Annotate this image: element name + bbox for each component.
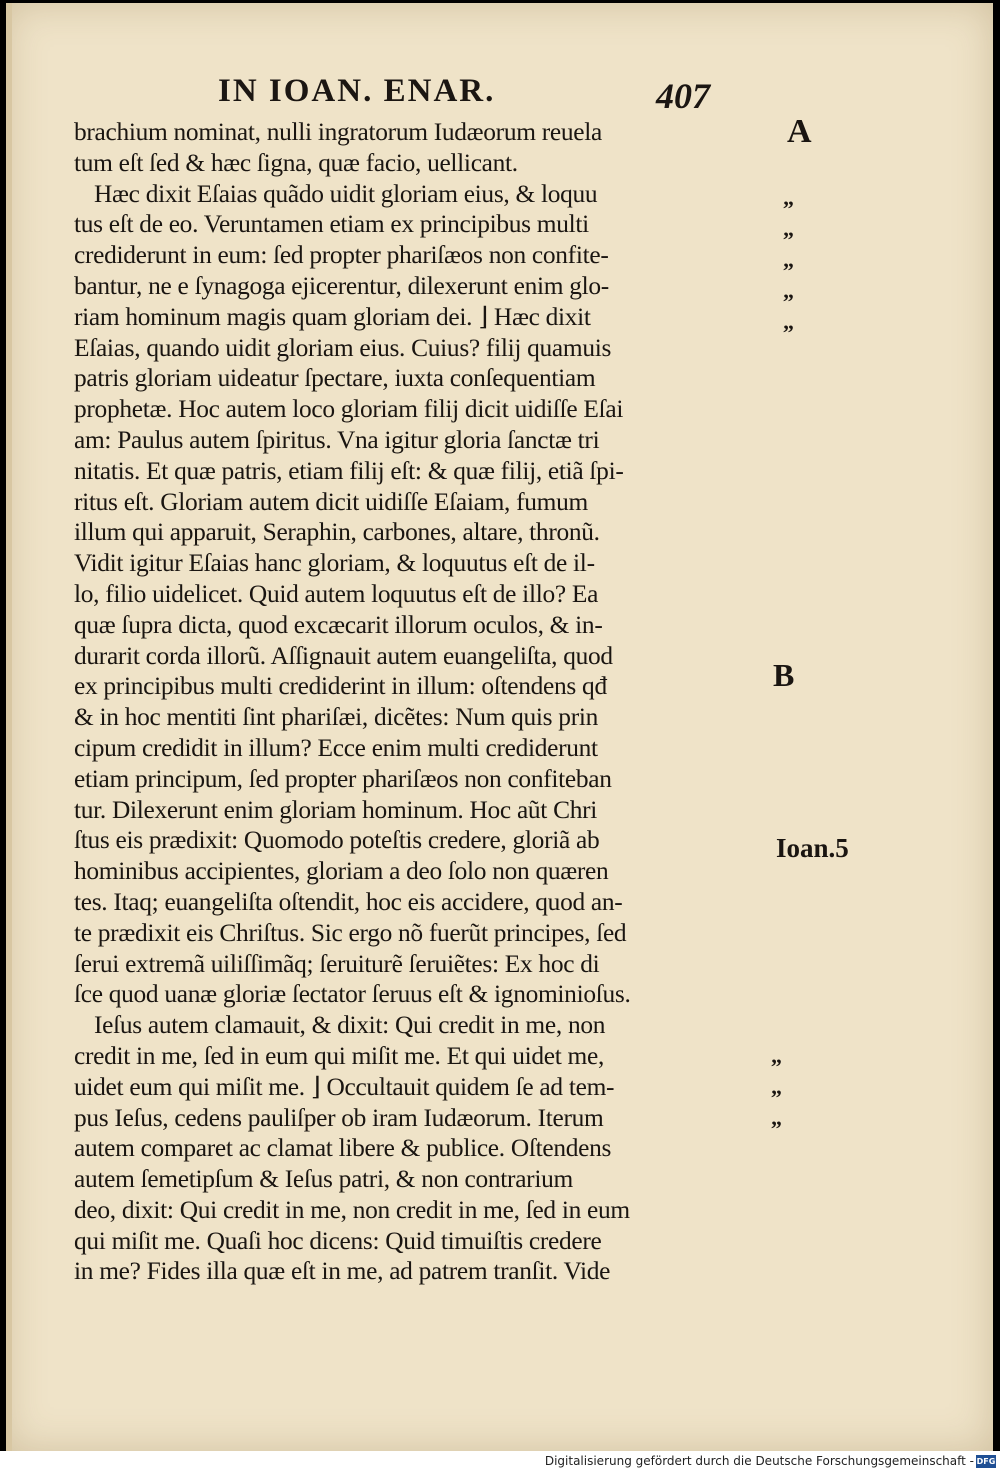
body-text — [74, 117, 776, 1287]
quote-mark: „ — [771, 1074, 780, 1099]
text-line: Ieſus autem clamauit, & dixit: Qui credit in me, non — [94, 1011, 606, 1040]
quote-mark: „ — [771, 1105, 780, 1130]
text-line: Hæc dixit Eſaias quãdo uidit gloriam eius, & loquu — [94, 179, 598, 208]
text-line: ex principibus multi crediderint in illum: oſtendens qđ — [74, 672, 607, 701]
text-line: Eſaias, quando uidit gloriam eius. Cuius? filij quamuis — [74, 333, 612, 362]
quote-mark: „ — [783, 278, 792, 303]
text-line: & in hoc mentiti ſint phariſæi, dicẽtes: Num quis prin — [74, 703, 598, 732]
text-line: autem comparet ac clamat libere & publice. Oſtendens — [74, 1134, 612, 1163]
text-line: ritus eſt. Gloriam autem dicit uidiſſe Eſaiam, fumum — [74, 487, 588, 516]
text-line: riam hominum magis quam gloriam dei. ⌋ Hæc dixit — [74, 302, 591, 331]
text-line: crediderunt in eum: ſed propter phariſæos non confite- — [74, 241, 609, 270]
margin-reference: Ioan.5 — [776, 833, 849, 863]
text-line: tes. Itaq; euangeliſta oſtendit, hoc eis accidere, quod an- — [74, 887, 623, 916]
text-line: ſce quod uanæ gloriæ ſectator ſeruus eſt & ignominioſus. — [74, 980, 631, 1009]
text-line: bantur, ne e ſynagoga ejicerentur, dilexerunt enim glo- — [74, 271, 609, 300]
text-line: prophetæ. Hoc autem loco gloriam filij dicit uidiſſe Eſai — [74, 395, 624, 424]
text-line: etiam principum, ſed propter phariſæos non confiteban — [74, 764, 612, 793]
text-line: credit in me, ſed in eum qui miſit me. Et qui uidet me, — [74, 1041, 604, 1070]
text-line: tur. Dilexerunt enim gloriam hominum. Hoc aũt Chri — [74, 795, 598, 824]
quote-mark: „ — [783, 309, 792, 334]
text-line: hominibus accipientes, gloriam a deo ſolo non quæren — [74, 857, 609, 886]
quote-mark: „ — [771, 1043, 780, 1068]
text-line: uidet eum qui miſit me. ⌋ Occultauit quidem ſe ad tem- — [74, 1072, 615, 1101]
text-line: deo, dixit: Qui credit in me, non credit in me, ſed in eum — [74, 1195, 630, 1224]
page-header — [6, 73, 993, 116]
text-line: durarit corda illorũ. Aſſignauit autem euangeliſta, quod — [74, 641, 613, 670]
dfg-logo: DFG — [976, 1457, 996, 1466]
text-line: tum eſt ſed & hæc ſigna, quæ facio, uellicant. — [74, 148, 518, 177]
quote-mark: „ — [783, 247, 792, 272]
text-line: am: Paulus autem ſpiritus. Vna igitur gloria ſanctæ tri — [74, 425, 600, 454]
quote-mark: „ — [783, 185, 792, 210]
text-line: brachium nominat, nulli ingratorum Iudæorum reuela — [74, 118, 602, 146]
text-line: patris gloriam uideatur ſpectare, iuxta conſequentiam — [74, 364, 596, 393]
text-line: in me? Fides illa quæ eſt in me, ad patrem tranſit. Vide — [74, 1257, 611, 1286]
text-line: quæ ſupra dicta, quod excæcarit illorum oculos, & in- — [74, 610, 603, 639]
page-number: 407 — [656, 76, 710, 116]
funding-note: Digitalisierung gefördert durch die Deutsche Forschungsgemeinschaft - — [544, 1454, 974, 1468]
text-line: qui miſit me. Quaſi hoc dicens: Quid timuiſtis credere — [74, 1226, 602, 1255]
text-line: te prædixit eis Chriſtus. Sic ergo nõ fuerũt principes, ſed — [74, 918, 627, 947]
text-line: cipum credidit in illum? Ecce enim multi crediderunt — [74, 733, 598, 762]
margin-letter-a: A — [787, 113, 812, 150]
text-line: nitatis. Et quæ patris, etiam filij eſt: & quæ filij, etiã ſpi- — [74, 456, 624, 485]
margin-letter-b: B — [773, 657, 795, 693]
text-line: illum qui apparuit, Seraphin, carbones, altare, thronũ. — [74, 518, 600, 547]
text-line: Vidit igitur Eſaias hanc gloriam, & loquutus eſt de il- — [74, 549, 595, 578]
text-line: ſtus eis prædixit: Quomodo poteſtis credere, gloriã ab — [74, 826, 600, 855]
book-page — [6, 3, 993, 1451]
text-line: autem ſemetipſum & Ieſus patri, & non contrarium — [74, 1165, 573, 1194]
text-line: tus eſt de eo. Veruntamen etiam ex principibus multi — [74, 210, 589, 239]
page-edge — [6, 3, 12, 1451]
text-line: lo, filio uidelicet. Quid autem loquutus eſt de illo? Ea — [74, 579, 599, 608]
text-line: ſerui extremã uiliſſimãq; ſeruiturẽ ſeruiẽtes: Ex hoc di — [74, 949, 600, 978]
running-head: IN IOAN. ENAR. — [218, 73, 496, 109]
footer-bar — [0, 1451, 1000, 1474]
quote-mark: „ — [783, 216, 792, 241]
text-line: pus Ieſus, cedens pauliſper ob iram Iudæorum. Iterum — [74, 1103, 604, 1132]
